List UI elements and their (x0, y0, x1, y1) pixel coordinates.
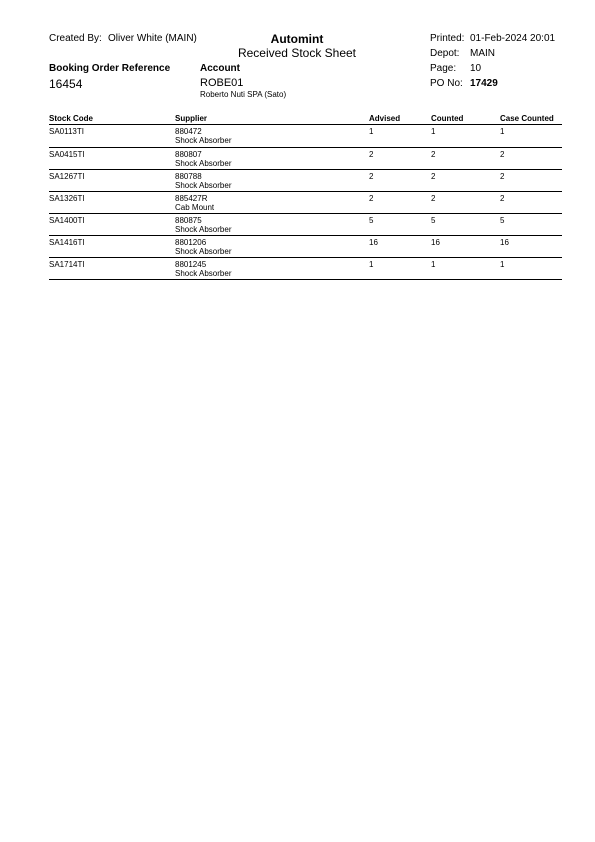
advised-qty: 1 (369, 260, 374, 269)
col-supplier: Supplier (175, 114, 208, 123)
stock-code: SA1326TI (49, 194, 85, 203)
page-label: Page: (430, 63, 457, 74)
advised-qty: 2 (369, 172, 374, 181)
case-counted-qty: 16 (500, 238, 509, 247)
depot-value: MAIN (470, 48, 495, 59)
stock-code: SA1416TI (49, 238, 85, 247)
col-advised: Advised (369, 114, 401, 123)
supplier-code: 880875 (175, 216, 202, 225)
page-title: Received Stock Sheet (237, 46, 357, 60)
supplier-code: 880788 (175, 172, 202, 181)
stock-code: SA0415TI (49, 150, 85, 159)
item-description: Cab Mount (175, 203, 215, 212)
created-by-value: Oliver White (MAIN) (108, 33, 197, 44)
counted-qty: 16 (431, 238, 440, 247)
supplier-code: 880472 (175, 127, 202, 136)
advised-qty: 5 (369, 216, 374, 225)
header-divider (49, 124, 562, 125)
case-counted-qty: 1 (500, 127, 505, 136)
booking-ref-label: Booking Order Reference (49, 63, 171, 74)
case-counted-qty: 2 (500, 150, 505, 159)
item-description: Shock Absorber (175, 269, 232, 278)
account-code: ROBE01 (200, 77, 244, 89)
counted-qty: 5 (431, 216, 436, 225)
booking-ref-value: 16454 (49, 77, 83, 91)
row-divider (49, 191, 562, 192)
row-divider (49, 147, 562, 148)
stock-code: SA1267TI (49, 172, 85, 181)
item-description: Shock Absorber (175, 159, 232, 168)
advised-qty: 2 (369, 194, 374, 203)
item-description: Shock Absorber (175, 136, 232, 145)
stock-code: SA1400TI (49, 216, 85, 225)
row-divider (49, 279, 562, 280)
supplier-code: 8801245 (175, 260, 207, 269)
counted-qty: 1 (431, 260, 436, 269)
row-divider (49, 213, 562, 214)
advised-qty: 16 (369, 238, 378, 247)
po-number: 17429 (470, 78, 498, 89)
col-counted: Counted (431, 114, 464, 123)
row-divider (49, 257, 562, 258)
company-name: Automint (270, 32, 324, 46)
row-divider (49, 169, 562, 170)
counted-qty: 2 (431, 150, 436, 159)
row-divider (49, 235, 562, 236)
case-counted-qty: 5 (500, 216, 505, 225)
supplier-code: 8801206 (175, 238, 207, 247)
stock-code: SA1714TI (49, 260, 85, 269)
counted-qty: 1 (431, 127, 436, 136)
item-description: Shock Absorber (175, 225, 232, 234)
item-description: Shock Absorber (175, 181, 232, 190)
advised-qty: 1 (369, 127, 374, 136)
col-stock-code: Stock Code (49, 114, 94, 123)
account-name: Roberto Nuti SPA (Sato) (200, 90, 287, 99)
case-counted-qty: 1 (500, 260, 505, 269)
page-number: 10 (470, 63, 482, 74)
printed-value: 01-Feb-2024 20:01 (470, 33, 556, 44)
advised-qty: 2 (369, 150, 374, 159)
case-counted-qty: 2 (500, 194, 505, 203)
account-label: Account (200, 63, 240, 74)
po-label: PO No: (430, 78, 463, 89)
counted-qty: 2 (431, 172, 436, 181)
created-by-label: Created By: (49, 33, 102, 44)
depot-label: Depot: (430, 48, 460, 59)
col-case-counted: Case Counted (500, 114, 554, 123)
supplier-code: 880807 (175, 150, 202, 159)
supplier-code: 885427R (175, 194, 208, 203)
stock-code: SA0113TI (49, 127, 84, 136)
case-counted-qty: 2 (500, 172, 505, 181)
item-description: Shock Absorber (175, 247, 232, 256)
counted-qty: 2 (431, 194, 436, 203)
printed-label: Printed: (430, 33, 465, 44)
